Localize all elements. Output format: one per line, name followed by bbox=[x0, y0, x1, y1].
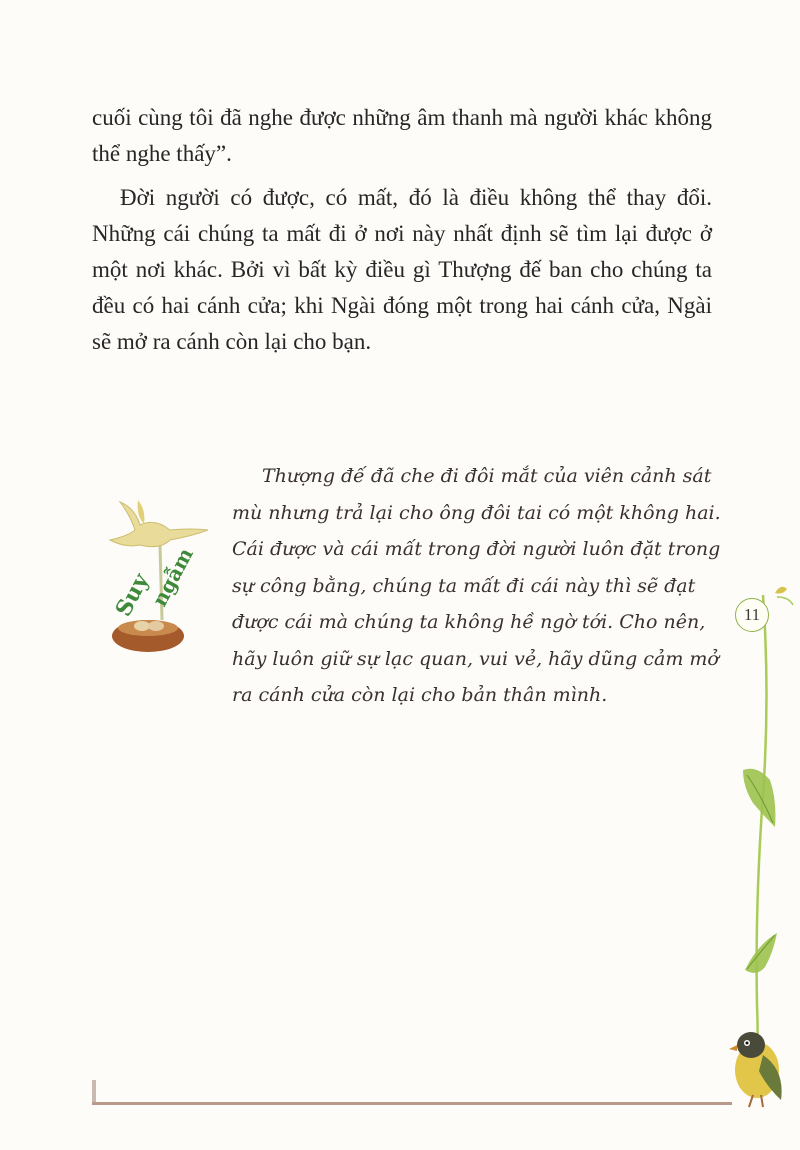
page-number-text: 11 bbox=[743, 605, 761, 624]
dove-and-nest-icon bbox=[100, 490, 220, 660]
reflection-emblem bbox=[100, 490, 220, 660]
nest-icon bbox=[112, 620, 184, 652]
paragraph-2: Đời người có được, có mất, đó là điều không thể thay đổi. Những cái chúng ta mất đi ở nơi này nhất định sẽ tìm lại được ở một nơi khác. Bởi vì bất kỳ điều gì Thượng đế ban cho chúng ta đều có hai cánh cửa; khi Ngài đóng một trong hai cánh cửa, Ngài sẽ mở ra cánh còn lại cho bạn. bbox=[92, 185, 712, 354]
dove-icon bbox=[110, 500, 208, 547]
footer-rule bbox=[92, 1102, 732, 1105]
body-text bbox=[92, 100, 712, 368]
vine-decoration bbox=[715, 575, 800, 1115]
bird-icon bbox=[729, 1032, 782, 1107]
page-number bbox=[735, 598, 769, 632]
paragraph-1: cuối cùng tôi đã nghe được những âm thanh mà người khác không thể nghe thấy”. bbox=[92, 105, 712, 166]
reflection-label-line1: Suy bbox=[110, 569, 155, 621]
feather-leaf-icon bbox=[745, 933, 777, 973]
reflection-text: Thượng đế đã che đi đôi mắt của viên cảnh sát mù nhưng trả lại cho ông đôi tai có một không hai. Cái được và cái mất trong đời người luôn đặt trong sự công bằng, chúng ta mất đi cái này thì sẽ đạt được cái mà chúng ta không hề ngờ tới. Cho nên, hãy luôn giữ sự lạc quan, vui vẻ, hãy dũng cảm mở ra cánh cửa còn lại cho bản thân mình. bbox=[232, 465, 721, 706]
reflection-label-line2: ngẫm bbox=[147, 543, 198, 611]
feather-leaf-icon bbox=[743, 769, 775, 827]
